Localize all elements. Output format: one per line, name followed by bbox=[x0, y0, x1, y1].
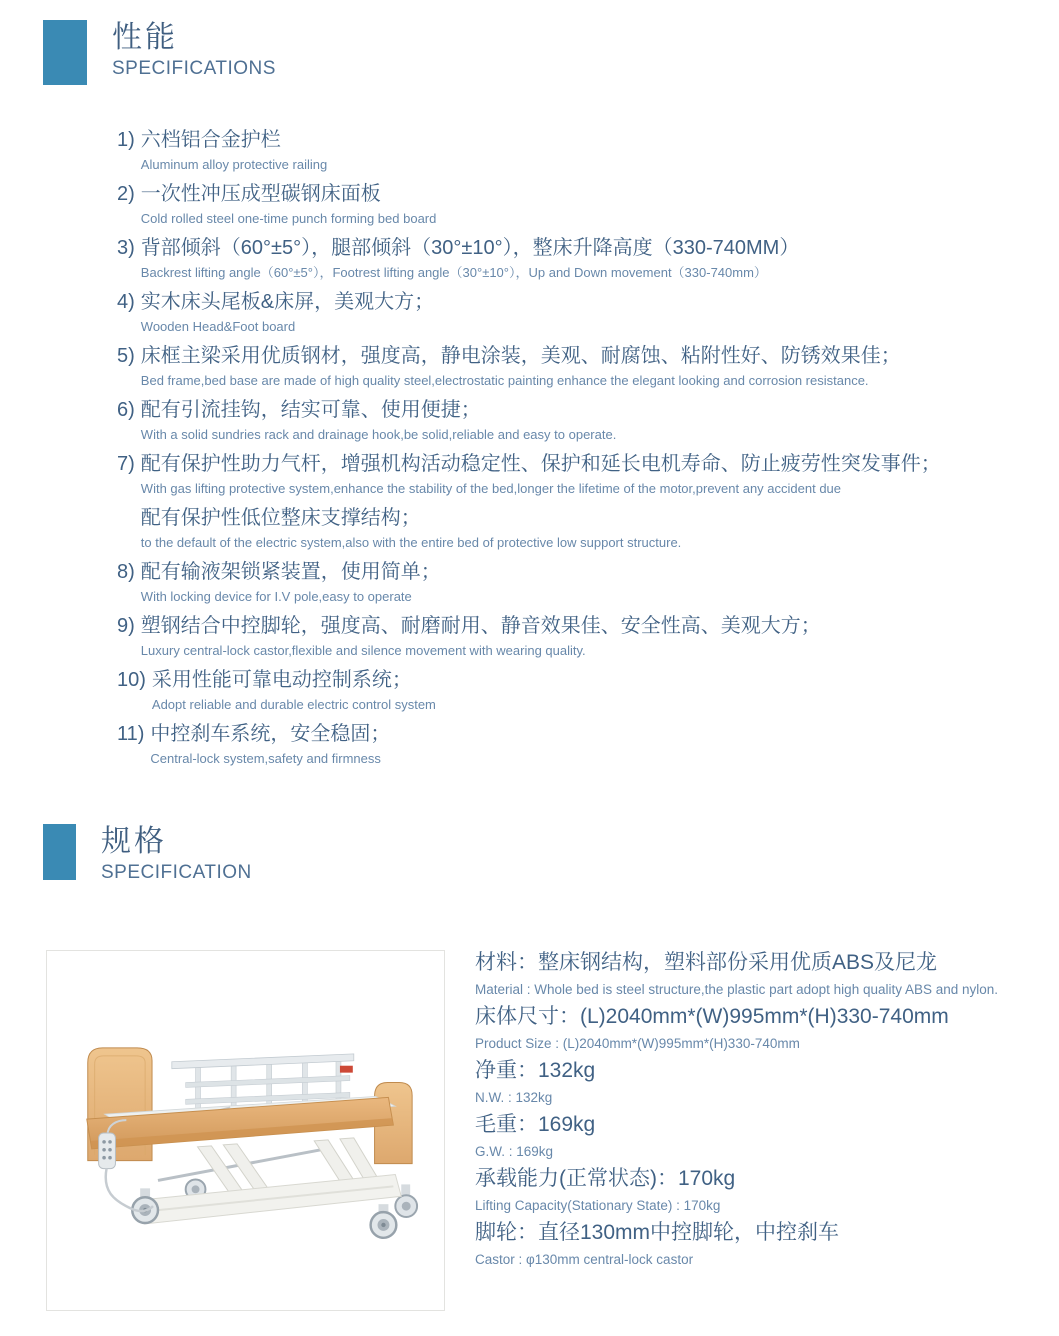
spec-row bbox=[475, 1002, 1053, 1053]
feature-number: 1) bbox=[117, 129, 135, 151]
feature-number: 5) bbox=[117, 345, 135, 367]
feature-text-zh: 塑钢结合中控脚轮，强度高、耐磨耐用、静音效果佳、安全性高、美观大方； bbox=[140, 615, 821, 637]
feature-body bbox=[152, 667, 967, 721]
feature-text-en: Backrest lifting angle（60°±5°），Footrest lifting angle（30°±10°），Up and Down movement（330-740mm） bbox=[140, 265, 767, 280]
feature-item bbox=[117, 721, 967, 775]
product-image-frame bbox=[46, 950, 445, 1311]
spec-text-en: G.W. : 169kg bbox=[475, 1144, 554, 1159]
section-title-zh: 性能 bbox=[112, 21, 178, 54]
feature-body bbox=[141, 127, 967, 181]
feature-body bbox=[141, 451, 967, 559]
castor-front-left-icon bbox=[132, 1188, 158, 1223]
spec-list bbox=[475, 948, 1053, 1272]
section-title-zh: 规格 bbox=[101, 825, 167, 858]
feature-text-zh: 采用性能可靠电动控制系统； bbox=[151, 669, 412, 691]
spec-row bbox=[475, 1110, 1053, 1161]
section-title-en: SPECIFICATIONS bbox=[112, 58, 276, 79]
spec-text-zh: 净重：132kg bbox=[475, 1059, 596, 1082]
feature-text-zh: 六档铝合金护栏 bbox=[140, 129, 281, 151]
feature-number: 11) bbox=[117, 723, 145, 745]
castor-front-right-icon bbox=[371, 1204, 397, 1238]
spec-text-zh: 材料：整床钢结构，塑料部份采用优质ABS及尼龙 bbox=[475, 951, 938, 974]
feature-list bbox=[117, 127, 967, 775]
feature-text-en: Luxury central-lock castor,flexible and silence movement with wearing quality. bbox=[140, 643, 586, 658]
feature-text-zh: 配有引流挂钩，结实可靠、使用便捷； bbox=[140, 399, 481, 421]
feature-number: 3) bbox=[117, 237, 135, 259]
feature-number: 10) bbox=[117, 669, 146, 691]
feature-text-zh: 配有输液架锁紧装置，使用简单； bbox=[140, 561, 441, 583]
feature-item bbox=[117, 559, 967, 613]
spec-row bbox=[475, 1218, 1053, 1269]
feature-text-en: With locking device for I.V pole,easy to operate bbox=[140, 589, 412, 604]
spec-text-en: Material : Whole bed is steel structure,the plastic part adopt high quality ABS and nylon. bbox=[475, 982, 999, 997]
spec-text-zh: 床体尺寸：(L)2040mm*(W)995mm*(H)330-740mm bbox=[475, 1005, 949, 1028]
spec-text-zh: 脚轮：直径130mm中控脚轮，中控刹车 bbox=[475, 1221, 840, 1244]
feature-body bbox=[150, 721, 967, 775]
spec-text-en: Product Size : (L)2040mm*(W)995mm*(H)330-740mm bbox=[475, 1036, 800, 1051]
feature-text-en: Central-lock system,safety and firmness bbox=[150, 751, 381, 766]
feature-text-zh: 一次性冲压成型碳钢床面板 bbox=[140, 183, 381, 205]
feature-text-en: Cold rolled steel one-time punch forming bed board bbox=[140, 211, 437, 226]
feature-number: 6) bbox=[117, 399, 135, 421]
feature-text-en: Adopt reliable and durable electric control system bbox=[151, 697, 436, 712]
feature-text-zh: 配有保护性助力气杆，增强机构活动稳定性、保护和延长电机寿命、防止疲劳性突发事件； bbox=[140, 453, 941, 475]
feature-item bbox=[117, 451, 967, 559]
base-frame-icon bbox=[138, 1175, 401, 1224]
hospital-bed-illustration bbox=[47, 951, 444, 1310]
feature-text-zh-continued: 配有保护性低位整床支撑结构； bbox=[140, 507, 421, 529]
feature-text-en: With gas lifting protective system,enhance the stability of the bed,longer the lifetime of the motor,prevent any accident due bbox=[140, 481, 842, 496]
section-title-en: SPECIFICATION bbox=[101, 862, 252, 883]
feature-item bbox=[117, 397, 967, 451]
feature-text-en: Wooden Head&Foot board bbox=[140, 319, 296, 334]
feature-item bbox=[117, 289, 967, 343]
section-accent-square bbox=[43, 824, 76, 880]
section-header-specification bbox=[43, 824, 252, 884]
feature-body bbox=[141, 559, 967, 613]
feature-item bbox=[117, 343, 967, 397]
feature-item bbox=[117, 613, 967, 667]
feature-number: 8) bbox=[117, 561, 135, 583]
spec-text-zh: 毛重：169kg bbox=[475, 1113, 596, 1136]
feature-body bbox=[141, 235, 967, 289]
feature-body bbox=[141, 613, 967, 667]
feature-number: 9) bbox=[117, 615, 135, 637]
spec-text-en: Lifting Capacity(Stationary State) : 170kg bbox=[475, 1198, 721, 1213]
feature-text-zh: 床框主梁采用优质钢材，强度高，静电涂装，美观、耐腐蚀、粘附性好、防锈效果佳； bbox=[140, 345, 901, 367]
feature-text-en: With a solid sundries rack and drainage hook,be solid,reliable and easy to operate. bbox=[140, 427, 617, 442]
feature-item bbox=[117, 127, 967, 181]
feature-item bbox=[117, 181, 967, 235]
feature-text-en: Aluminum alloy protective railing bbox=[140, 157, 328, 172]
feature-item bbox=[117, 235, 967, 289]
section-accent-square bbox=[43, 20, 87, 85]
feature-text-en: Bed frame,bed base are made of high quality steel,electrostatic painting enhance the elegant looking and corrosion resistance. bbox=[140, 373, 869, 388]
feature-text-en-continued: to the default of the electric system,also with the entire bed of protective low support structure. bbox=[140, 535, 682, 550]
feature-number: 7) bbox=[117, 453, 135, 475]
spec-row bbox=[475, 948, 1053, 999]
rail-red-latch bbox=[340, 1066, 353, 1073]
section-header-text bbox=[101, 824, 252, 884]
feature-body bbox=[141, 289, 967, 343]
feature-body bbox=[141, 397, 967, 451]
section-header-performance bbox=[43, 20, 276, 85]
spec-text-en: Castor : φ130mm central-lock castor bbox=[475, 1252, 694, 1267]
feature-number: 4) bbox=[117, 291, 135, 313]
section-header-text bbox=[112, 20, 276, 80]
feature-text-zh: 中控刹车系统，安全稳固； bbox=[150, 723, 391, 745]
spec-row bbox=[475, 1056, 1053, 1107]
feature-body bbox=[141, 343, 967, 397]
spec-text-zh: 承载能力(正常状态)：170kg bbox=[475, 1167, 736, 1190]
feature-item bbox=[117, 667, 967, 721]
feature-number: 2) bbox=[117, 183, 135, 205]
spec-text-en: N.W. : 132kg bbox=[475, 1090, 553, 1105]
feature-text-zh: 背部倾斜（60°±5°），腿部倾斜（30°±10°），整床升降高度（330-740MM） bbox=[140, 237, 800, 259]
feature-body bbox=[141, 181, 967, 235]
spec-row bbox=[475, 1164, 1053, 1215]
feature-text-zh: 实木床头尾板&床屏，美观大方； bbox=[140, 291, 435, 313]
